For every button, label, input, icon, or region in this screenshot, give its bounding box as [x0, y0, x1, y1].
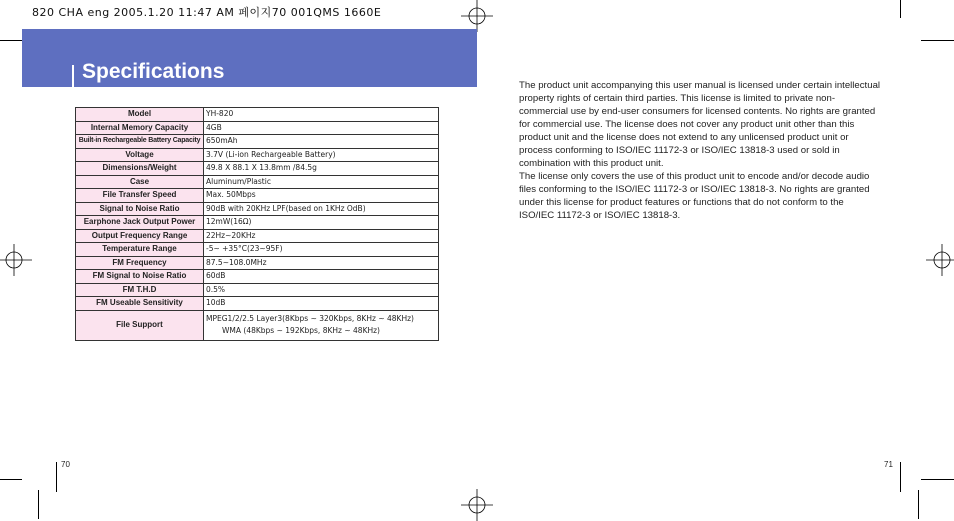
print-header: 820 CHA eng 2005.1.20 11:47 AM 페이지70 001QMS 1660E [32, 6, 382, 19]
table-row [76, 175, 439, 189]
spec-value: 49.8 X 88.1 X 13.8mm /84.5g [204, 162, 439, 176]
table-row [76, 202, 439, 216]
spec-value: Aluminum/Plastic [204, 175, 439, 189]
spec-value: 22Hz~20KHz [204, 229, 439, 243]
table-row [76, 121, 439, 135]
spec-value: 12mW(16Ω) [204, 216, 439, 230]
table-row [76, 229, 439, 243]
crop-mark [0, 40, 22, 41]
table-row [76, 189, 439, 203]
spec-label: Built-in Rechargeable Battery Capacity [76, 135, 204, 149]
crop-mark [38, 490, 39, 519]
specifications-table [75, 107, 439, 341]
crop-mark [900, 462, 901, 492]
spec-label: FM Frequency [76, 256, 204, 270]
spec-value: 90dB with 20KHz LPF(based on 1KHz OdB) [204, 202, 439, 216]
spec-label: Model [76, 108, 204, 122]
spec-label: Case [76, 175, 204, 189]
spec-value: 87.5~108.0MHz [204, 256, 439, 270]
table-row [76, 216, 439, 230]
crop-mark [56, 462, 57, 492]
table-row [76, 283, 439, 297]
table-row [76, 108, 439, 122]
spec-value: 10dB [204, 297, 439, 311]
table-row [76, 256, 439, 270]
registration-mark-icon [926, 244, 954, 276]
spec-value-line: WMA (48Kbps ~ 192Kbps, 8KHz ~ 48KHz) [222, 326, 380, 335]
spec-value: 3.7V (Li-ion Rechargeable Battery) [204, 148, 439, 162]
spec-label: FM Signal to Noise Ratio [76, 270, 204, 284]
spec-value: -5~ +35°C(23~95F) [204, 243, 439, 257]
crop-mark [918, 490, 919, 519]
title-bar-accent [72, 65, 74, 87]
spec-value: 650mAh [204, 135, 439, 149]
spec-label: Earphone Jack Output Power [76, 216, 204, 230]
table-row [76, 135, 439, 149]
crop-mark [921, 40, 954, 41]
crop-mark [0, 479, 22, 480]
spec-label: Signal to Noise Ratio [76, 202, 204, 216]
page-title: Specifications [82, 60, 225, 83]
spec-value: 4GB [204, 121, 439, 135]
spec-label: Internal Memory Capacity [76, 121, 204, 135]
table-row [76, 162, 439, 176]
crop-mark [900, 0, 901, 18]
spec-label: Dimensions/Weight [76, 162, 204, 176]
spec-value: YH-820 [204, 108, 439, 122]
spec-value: Max. 50Mbps [204, 189, 439, 203]
table-row [76, 148, 439, 162]
license-paragraph: The product unit accompanying this user manual is licensed under certain intellectual property rights of certain third parties. This license is limited to private non-commercial use by end-user consumers for licensed contents. No rights are granted for commercial use. The license does not cover any product unit other than this product unit and the license does not extend to any unlicensed product unit or process conforming to ISO/IEC 11172-3 or ISO/IEC 13818-3 used or sold in combination with this product unit. [519, 80, 881, 169]
spec-label: Temperature Range [76, 243, 204, 257]
crop-mark [921, 479, 954, 480]
registration-mark-icon [0, 244, 32, 276]
title-banner [22, 29, 477, 87]
spec-value [204, 310, 439, 340]
spec-value: 0.5% [204, 283, 439, 297]
license-paragraph: The license only covers the use of this product unit to encode and/or decode audio files conforming to the ISO/IEC 11172-3 or ISO/IEC 13818-3. No rights are granted under this license for product features or functions that do not conform to the ISO/IEC 11172-3 or ISO/IEC 13818-3. [519, 171, 870, 221]
spec-value: 60dB [204, 270, 439, 284]
spec-value-line: MPEG1/2/2.5 Layer3(8Kbps ~ 320Kbps, 8KHz ~ 48KHz) [206, 314, 414, 323]
table-row [76, 270, 439, 284]
registration-mark-icon [461, 0, 493, 32]
table-row [76, 310, 439, 340]
spec-label: Output Frequency Range [76, 229, 204, 243]
spec-label: FM T.H.D [76, 283, 204, 297]
spec-label: File Support [76, 310, 204, 340]
spec-label: File Transfer Speed [76, 189, 204, 203]
spec-label: Voltage [76, 148, 204, 162]
table-row [76, 243, 439, 257]
table-row [76, 297, 439, 311]
spec-label: FM Useable Sensitivity [76, 297, 204, 311]
page-number-right: 71 [884, 460, 893, 469]
registration-mark-icon [461, 489, 493, 521]
page-number-left: 70 [61, 460, 70, 469]
